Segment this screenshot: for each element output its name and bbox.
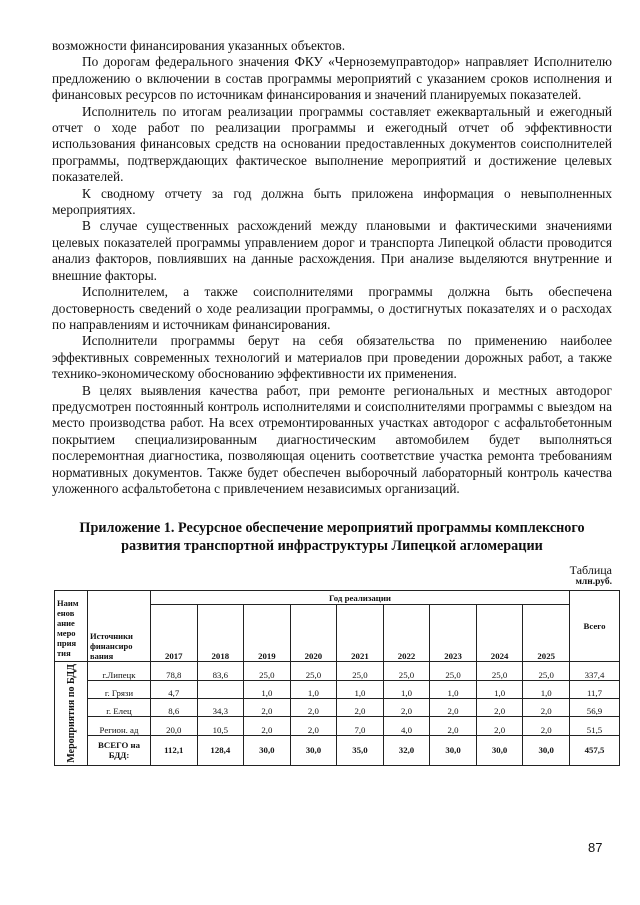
total-value-cell: 30,0 bbox=[476, 735, 523, 765]
resource-table bbox=[54, 590, 620, 766]
grand-total-cell: 457,5 bbox=[570, 735, 620, 765]
total-value-cell: 32,0 bbox=[383, 735, 430, 765]
source-cell: Регион. ад bbox=[88, 717, 151, 735]
value-cell: 1,0 bbox=[476, 680, 523, 698]
paragraph: В целях выявления качества работ, при ремонте региональных и местных автодорог предусмотрен постоянный контроль исполнителями и соисполнителями программы с выездом на место производства работ. На всех отремонтированных участках автодорог с асфальтобетонным покрытием специализированным диагностическим автомобилем будет выполняться послеремонтная диагностика, позволяющая оценить соответствие участка ремонта требованиям нормативных документов. Также будет обеспечен выборочный лабораторный контроль качества уложенного асфальтобетона с привлечением независимых организаций. bbox=[52, 382, 612, 496]
header-measure-name: Наим енов ание меро прия тия bbox=[55, 591, 88, 662]
value-cell: 25,0 bbox=[337, 662, 384, 680]
group-label-cell bbox=[55, 662, 88, 766]
header-year: 2025 bbox=[523, 605, 570, 662]
value-cell: 1,0 bbox=[383, 680, 430, 698]
value-cell: 34,3 bbox=[197, 699, 244, 717]
total-cell: 337,4 bbox=[570, 662, 620, 680]
header-year: 2023 bbox=[430, 605, 477, 662]
paragraph: В случае существенных расхождений между плановыми и фактическими значениями целевых показателей программы управлением дорог и транспорта Липецкой области проводится анализ факторов, повлиявших на данные расхождения. При анализе выделяются внутренние и внешние факторы. bbox=[52, 218, 612, 283]
table-row bbox=[55, 699, 620, 717]
total-value-cell: 128,4 bbox=[197, 735, 244, 765]
header-year: 2022 bbox=[383, 605, 430, 662]
value-cell: 20,0 bbox=[151, 717, 198, 735]
total-value-cell: 35,0 bbox=[337, 735, 384, 765]
total-value-cell: 30,0 bbox=[244, 735, 291, 765]
page-number: 87 bbox=[588, 840, 603, 855]
header-total: Всего bbox=[570, 591, 620, 662]
value-cell: 2,0 bbox=[383, 699, 430, 717]
value-cell: 1,0 bbox=[337, 680, 384, 698]
header-year: 2024 bbox=[476, 605, 523, 662]
value-cell: 1,0 bbox=[523, 680, 570, 698]
header-year-group: Год реализации bbox=[151, 591, 570, 605]
table-unit: млн.руб. bbox=[575, 577, 612, 588]
value-cell: 2,0 bbox=[476, 717, 523, 735]
value-cell: 2,0 bbox=[523, 699, 570, 717]
value-cell bbox=[197, 680, 244, 698]
header-year: 2017 bbox=[151, 605, 198, 662]
value-cell: 4,0 bbox=[383, 717, 430, 735]
value-cell: 1,0 bbox=[244, 680, 291, 698]
table-label: Таблица bbox=[569, 563, 612, 578]
value-cell: 25,0 bbox=[430, 662, 477, 680]
value-cell: 25,0 bbox=[523, 662, 570, 680]
header-year: 2018 bbox=[197, 605, 244, 662]
paragraph: Исполнителем, а также соисполнителями программы должна быть обеспечена достоверность сведений о ходе реализации программы, о достигнутых показателях и о расходах по направлениям и источникам финансирования. bbox=[52, 284, 612, 332]
paragraph: Исполнители программы берут на себя обязательства по применению наиболее эффективных современных технологий и материалов при проведении дорожных работ, а также технико-экономическому обоснованию эффективности их применения. bbox=[52, 333, 612, 382]
total-value-cell: 30,0 bbox=[430, 735, 477, 765]
total-value-cell: 30,0 bbox=[290, 735, 337, 765]
source-cell: г. Грязи bbox=[88, 680, 151, 698]
value-cell: 25,0 bbox=[244, 662, 291, 680]
document-page bbox=[52, 38, 612, 766]
value-cell: 2,0 bbox=[476, 699, 523, 717]
body-text bbox=[52, 38, 612, 497]
value-cell: 25,0 bbox=[383, 662, 430, 680]
value-cell: 2,0 bbox=[290, 699, 337, 717]
value-cell: 2,0 bbox=[244, 699, 291, 717]
value-cell: 4,7 bbox=[151, 680, 198, 698]
value-cell: 25,0 bbox=[290, 662, 337, 680]
value-cell: 2,0 bbox=[337, 699, 384, 717]
total-source-cell: ВСЕГО на БДД: bbox=[88, 735, 151, 765]
table-row bbox=[55, 717, 620, 735]
value-cell: 2,0 bbox=[523, 717, 570, 735]
paragraph: возможности финансирования указанных объектов. bbox=[52, 38, 346, 53]
value-cell: 25,0 bbox=[476, 662, 523, 680]
value-cell: 10,5 bbox=[197, 717, 244, 735]
value-cell: 2,0 bbox=[430, 717, 477, 735]
total-cell: 56,9 bbox=[570, 699, 620, 717]
header-year: 2019 bbox=[244, 605, 291, 662]
value-cell: 2,0 bbox=[290, 717, 337, 735]
total-cell: 11,7 bbox=[570, 680, 620, 698]
table-total-row bbox=[55, 735, 620, 765]
value-cell: 1,0 bbox=[430, 680, 477, 698]
value-cell: 78,8 bbox=[151, 662, 198, 680]
header-year: 2020 bbox=[290, 605, 337, 662]
header-year: 2021 bbox=[337, 605, 384, 662]
table-row bbox=[55, 680, 620, 698]
table-row bbox=[55, 662, 620, 680]
appendix-title: Приложение 1. Ресурсное обеспечение мероприятий программы комплексного развития транспортной инфраструктуры Липецкой агломерации bbox=[79, 520, 585, 555]
source-cell: г. Елец bbox=[88, 699, 151, 717]
source-cell: г.Липецк bbox=[88, 662, 151, 680]
total-value-cell: 112,1 bbox=[151, 735, 198, 765]
value-cell: 2,0 bbox=[430, 699, 477, 717]
value-cell: 1,0 bbox=[290, 680, 337, 698]
header-source: Источники финансиро вания bbox=[88, 591, 151, 662]
value-cell: 7,0 bbox=[337, 717, 384, 735]
value-cell: 2,0 bbox=[244, 717, 291, 735]
paragraph: К сводному отчету за год должна быть приложена информация о невыполненных мероприятиях. bbox=[52, 185, 612, 218]
total-value-cell: 30,0 bbox=[523, 735, 570, 765]
total-cell: 51,5 bbox=[570, 717, 620, 735]
value-cell: 8,6 bbox=[151, 699, 198, 717]
group-label: Мероприятия по БДД bbox=[65, 664, 77, 764]
paragraph: Исполнитель по итогам реализации программы составляет ежеквартальный и ежегодный отчет о ходе работ по реализации программы и ежегодный отчет об эффективности использования финансовых средств на основании предоставленных документов соисполнителей программы, подтверждающих фактическое выполнение мероприятий и достижение целевых показателей. bbox=[52, 103, 612, 185]
paragraph: По дорогам федерального значения ФКУ «Черноземуправтодор» направляет Исполнителю предложению о включении в состав программы мероприятий с указанием сроков исполнения и финансовых ресурсов по источникам финансирования и значений планируемых показателей. bbox=[52, 54, 612, 103]
value-cell: 83,6 bbox=[197, 662, 244, 680]
